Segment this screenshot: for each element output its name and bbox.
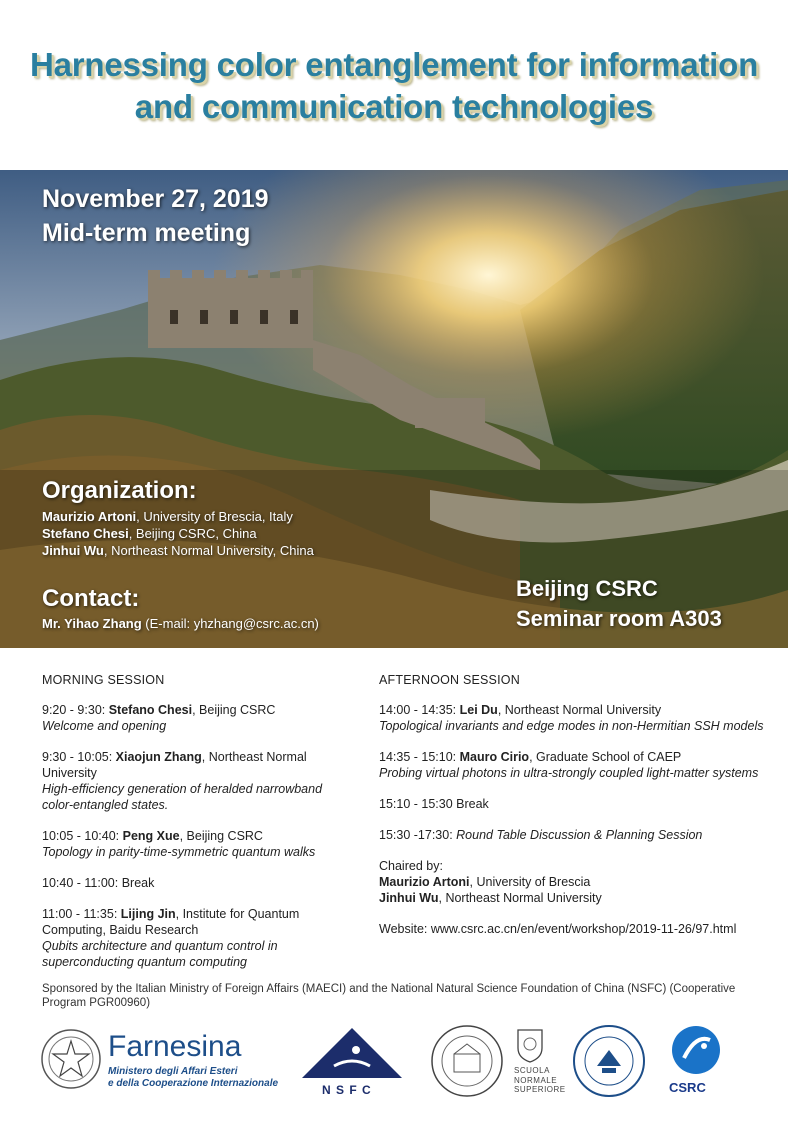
- program-time: 15:10 - 15:30 Break: [379, 797, 489, 811]
- program-talk-title: Topological invariants and edge modes in non-Hermitian SSH models: [379, 719, 764, 733]
- venue-room: Seminar room A303: [516, 606, 722, 631]
- chair-name: Jinhui Wu: [379, 891, 439, 905]
- sns-line: SCUOLA: [514, 1066, 550, 1075]
- organizers-list: [42, 508, 314, 559]
- program-affiliation: , Beijing CSRC: [192, 703, 276, 717]
- venue-name: Beijing CSRC: [516, 576, 658, 601]
- program-affiliation: , Graduate School of CAEP: [529, 750, 682, 764]
- northeast-normal-university-seal-icon: [572, 1024, 646, 1098]
- venue-block: [516, 574, 722, 634]
- organization-heading: Organization:: [42, 477, 197, 504]
- program-speaker: Lei Du: [459, 703, 498, 717]
- program-speaker: Xiaojun Zhang: [115, 750, 202, 764]
- program-speaker: Lijing Jin: [120, 907, 176, 921]
- scuola-normale-crest-icon: [514, 1024, 546, 1064]
- farnesina-subtitle-line: Ministero degli Affari Esteri: [108, 1066, 238, 1077]
- morning-session: [42, 672, 342, 985]
- csrc-logo-icon: [670, 1024, 722, 1076]
- program-item: [379, 749, 769, 781]
- program-talk-title: High-efficiency generation of heralded narrowband color-entangled states.: [42, 782, 323, 812]
- program-item: [42, 906, 342, 970]
- afternoon-session-heading: AFTERNOON SESSION: [379, 673, 520, 687]
- program-time: 15:30 -17:30:: [379, 828, 457, 842]
- afternoon-session: [379, 672, 769, 937]
- program-affiliation: , Northeast Normal University: [42, 750, 307, 780]
- program-break: [379, 796, 769, 812]
- organizer-name: Stefano Chesi: [42, 526, 129, 541]
- program-talk-title: Round Table Discussion & Planning Session: [456, 828, 703, 842]
- chair-name: Maurizio Artoni: [379, 875, 470, 889]
- program-time: 14:35 - 15:10:: [379, 750, 460, 764]
- italian-emblem-icon: [40, 1028, 102, 1090]
- program-item: [42, 702, 342, 734]
- program-time: 9:20 - 9:30:: [42, 703, 109, 717]
- program-speaker: Mauro Cirio: [459, 750, 530, 764]
- organizer-item: [42, 508, 314, 525]
- event-date: November 27, 2019: [42, 185, 269, 213]
- program-affiliation: , Institute for Quantum Computing, Baidu Research: [42, 907, 300, 937]
- program-affiliation: , Northeast Normal University: [497, 703, 662, 717]
- program-speaker: Peng Xue: [122, 829, 180, 843]
- organizer-item: [42, 542, 314, 559]
- program-item: [42, 749, 342, 813]
- sns-line: SUPERIORE: [514, 1085, 566, 1094]
- program-talk-title: Welcome and opening: [42, 719, 167, 733]
- chair-affiliation: , University of Brescia: [469, 875, 591, 889]
- program-time: 10:40 - 11:00: Break: [42, 876, 155, 890]
- program-talk-title: Topology in parity-time-symmetric quantum walks: [42, 845, 316, 859]
- sns-line: NORMALE: [514, 1075, 558, 1085]
- chairs-block: [379, 858, 769, 906]
- program-speaker: Stefano Chesi: [108, 703, 193, 717]
- sponsor-note: Sponsored by the Italian Ministry of Foreign Affairs (MAECI) and the National Natural Science Foundation of China (NSFC) (Cooperative Program PGR00960): [42, 983, 736, 1009]
- university-brescia-seal-icon: [430, 1024, 504, 1098]
- program-time: 10:05 - 10:40:: [42, 829, 123, 843]
- program-talk-title: Qubits architecture and quantum control in superconducting quantum computing: [42, 939, 278, 969]
- nsfc-logo-icon: [300, 1026, 404, 1080]
- contact-heading: Contact:: [42, 585, 140, 612]
- contact-line: [42, 616, 319, 631]
- program-break: [42, 875, 342, 891]
- farnesina-wordmark: Farnesina: [108, 1030, 242, 1063]
- farnesina-subtitle: [108, 1066, 278, 1090]
- organizer-name: Maurizio Artoni: [42, 509, 137, 524]
- event-subtitle: Mid-term meeting: [42, 219, 251, 247]
- contact-name: Mr. Yihao Zhang: [42, 616, 142, 631]
- chair-affiliation: , Northeast Normal University: [438, 891, 602, 905]
- program-item: [379, 702, 769, 734]
- csrc-wordmark: CSRC: [669, 1080, 706, 1095]
- organizer-name: Jinhui Wu: [42, 543, 104, 558]
- organizer-affiliation: , University of Brescia, Italy: [136, 509, 293, 524]
- program-time: 11:00 - 11:35:: [42, 907, 121, 921]
- poster-title-line-2: and communication technologies: [134, 88, 654, 125]
- program-time: 9:30 - 10:05:: [42, 750, 116, 764]
- contact-email[interactable]: (E-mail: yhzhang@csrc.ac.cn): [141, 616, 319, 631]
- website-link[interactable]: Website: www.csrc.ac.cn/en/event/workshop/2019-11-26/97.html: [379, 922, 737, 936]
- chaired-by-label: Chaired by:: [379, 859, 443, 873]
- nsfc-wordmark: N S F C: [322, 1083, 372, 1097]
- farnesina-subtitle-line: e della Cooperazione Internazionale: [108, 1078, 279, 1089]
- event-date-block: [42, 182, 269, 250]
- program-affiliation: , Beijing CSRC: [179, 829, 263, 843]
- program-time: 14:00 - 14:35:: [379, 703, 460, 717]
- organizer-affiliation: , Northeast Normal University, China: [103, 543, 314, 558]
- morning-session-heading: MORNING SESSION: [42, 673, 165, 687]
- scuola-normale-wordmark: [514, 1066, 566, 1095]
- organizer-affiliation: , Beijing CSRC, China: [128, 526, 257, 541]
- organizer-item: [42, 525, 314, 542]
- poster-title: [0, 44, 788, 128]
- program-item: [379, 827, 769, 843]
- program-talk-title: Probing virtual photons in ultra-strongly coupled light-matter systems: [379, 766, 759, 780]
- program-item: [42, 828, 342, 860]
- poster-title-line-1: Harnessing color entanglement for information: [29, 46, 759, 83]
